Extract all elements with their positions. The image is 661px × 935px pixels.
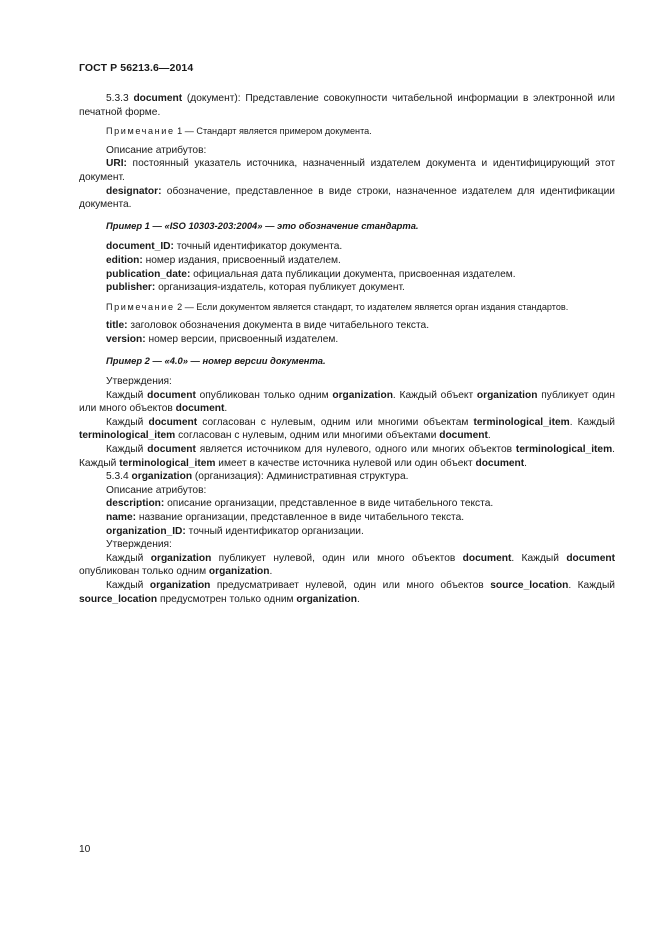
assertion-text: имеет в качестве источника нулевой или один объект (215, 457, 476, 469)
attribute-term: designator: (106, 185, 162, 197)
assertion-text: . (524, 457, 528, 469)
assertion-term: document (147, 389, 196, 401)
attribute-uri (79, 157, 615, 184)
assertion-term: source_location (79, 593, 158, 605)
assertion-text: Каждый (106, 444, 148, 456)
section-5-3-3 (79, 92, 615, 119)
attribute-text: название организации, представленное в виде читабельного текста. (136, 512, 465, 524)
note-label: Примечание (106, 126, 175, 137)
attribute-text: описание организации, представленное в виде читабельного текста. (164, 498, 494, 510)
assertion-term: organization (332, 389, 393, 401)
example-2: Пример 2 — «4.0» — номер версии документа. (106, 354, 326, 366)
assertion-text: опубликован только одним (195, 389, 333, 401)
assertion-term: terminological_item (515, 444, 613, 456)
assertion-text: . Каждый объект (392, 389, 477, 401)
assertion-term: organization (476, 389, 538, 401)
assertion-term: organization (149, 580, 211, 591)
assertion-5 (79, 579, 615, 606)
assertion-text: согласован с нулевым, одним или многими объектами (175, 430, 440, 442)
term-document: document (133, 93, 183, 104)
assertion-term: document (147, 444, 196, 456)
assertion-text: публикует один или много объектов (79, 389, 615, 415)
assertion-term: document (462, 552, 512, 564)
page-number: 10 (79, 844, 91, 855)
attribute-term: title: (106, 320, 128, 332)
assertion-term: document (475, 457, 525, 469)
assertion-text: Каждый (106, 580, 150, 591)
attribute-term: edition: (106, 254, 143, 266)
attribute-name (79, 511, 615, 525)
assertion-text: . Каждый (79, 444, 616, 469)
note-2 (79, 301, 615, 315)
assertions-heading: Утверждения: (106, 539, 172, 551)
assertion-text: . Каждый (511, 552, 567, 564)
assertion-text: . (269, 566, 273, 578)
assertion-text: является источником для нулевого, одного или многих объектов (195, 444, 516, 456)
attribute-term: publication_date: (106, 268, 191, 280)
attribute-organization-id (79, 525, 615, 539)
assertion-text: согласован с нулевым, одним или многими объектам (197, 416, 474, 428)
page-content (79, 92, 615, 606)
attribute-term: URI: (106, 158, 127, 170)
assertions-heading: Утверждения: (106, 376, 172, 388)
note-text: 1 — Стандарт является примером документа. (174, 126, 372, 137)
assertion-text: предусмотрен только одним (157, 593, 297, 605)
standard-header: ГОСТ Р 56213.6—2014 (79, 62, 194, 74)
attribute-version (79, 333, 615, 347)
attribute-text: постоянный указатель источника, назначенный издателем документа и идентифицирующий этот документ. (79, 158, 615, 183)
assertion-3 (79, 443, 615, 470)
attribute-term: publisher: (106, 282, 156, 294)
assertion-term: document (439, 430, 488, 442)
section-definition: (документ): Представление совокупности читабельной информации в электронной или печатной форме. (79, 93, 615, 118)
attribute-title (79, 319, 615, 333)
attribute-term: organization_ID: (106, 525, 186, 537)
assertion-text: Каждый (106, 389, 148, 401)
attribute-term: name: (106, 512, 137, 524)
attribute-term: description: (106, 498, 165, 510)
attribute-text: обозначение, представленное в виде строки, назначенное издателем для идентификации документа. (79, 185, 615, 211)
attribute-text: заголовок обозначения документа в виде читабельного текста. (127, 320, 430, 332)
attribute-designator (79, 185, 615, 212)
assertion-term: document (175, 403, 225, 415)
assertion-text: . Каждый (569, 416, 615, 428)
attribute-publication-date (79, 268, 615, 282)
attribute-text: организация-издатель, которая публикует документ. (155, 282, 405, 294)
attribute-edition (79, 254, 615, 268)
assertion-text: Каждый (106, 416, 149, 428)
section-5-3-4 (79, 470, 615, 484)
assertion-text: Каждый (106, 552, 151, 564)
assertion-term: source_location (490, 580, 569, 591)
assertion-1 (79, 389, 615, 416)
note-text: 2 — Если документом является стандарт, то издателем является орган издания стандартов. (174, 301, 569, 312)
section-definition: (организация): Административная структура. (192, 471, 409, 483)
attribute-text: номер версии, присвоенный издателем. (145, 333, 339, 345)
assertion-text: опубликован только одним (79, 566, 209, 578)
term-organization: organization (131, 471, 193, 483)
attribute-description (79, 497, 615, 511)
assertion-term: terminological_item (79, 430, 176, 442)
example-1: Пример 1 — «ISO 10303-203:2004» — это обозначение стандарта. (106, 219, 419, 231)
assertion-text: предусматривает нулевой, один или много объектов (210, 580, 491, 591)
attribute-term: version: (106, 333, 146, 345)
attribute-term: document_ID: (106, 241, 174, 253)
assertion-term: organization (150, 552, 212, 564)
assertion-term: document (148, 416, 198, 428)
attributes-heading: Описание атрибутов: (106, 484, 207, 496)
attribute-publisher (79, 281, 615, 295)
attribute-text: официальная дата публикации документа, присвоенная издателем. (190, 268, 516, 280)
note-label: Примечание (106, 301, 175, 312)
attribute-document-id (79, 240, 615, 254)
assertion-term: organization (296, 593, 357, 605)
assertion-text: . (356, 593, 360, 605)
assertion-text: . (224, 403, 228, 415)
attribute-text: точный идентификатор документа. (173, 241, 343, 253)
attribute-text: точный идентификатор организации. (185, 525, 364, 537)
assertion-2 (79, 416, 615, 443)
assertion-text: . (487, 430, 491, 442)
note-1 (79, 125, 615, 139)
assertion-term: document (566, 552, 615, 564)
assertion-term: terminological_item (473, 416, 570, 428)
assertion-term: organization (208, 566, 270, 578)
assertion-text: публикует нулевой, один или много объектов (211, 552, 463, 564)
assertion-4 (79, 552, 615, 579)
attribute-text: номер издания, присвоенный издателем. (142, 254, 341, 266)
attributes-heading: Описание атрибутов: (106, 144, 207, 156)
assertion-term: terminological_item (119, 457, 216, 469)
section-number: 5.3.4 (106, 471, 129, 483)
section-number: 5.3.3 (106, 93, 129, 104)
assertion-text: . Каждый (568, 580, 615, 591)
